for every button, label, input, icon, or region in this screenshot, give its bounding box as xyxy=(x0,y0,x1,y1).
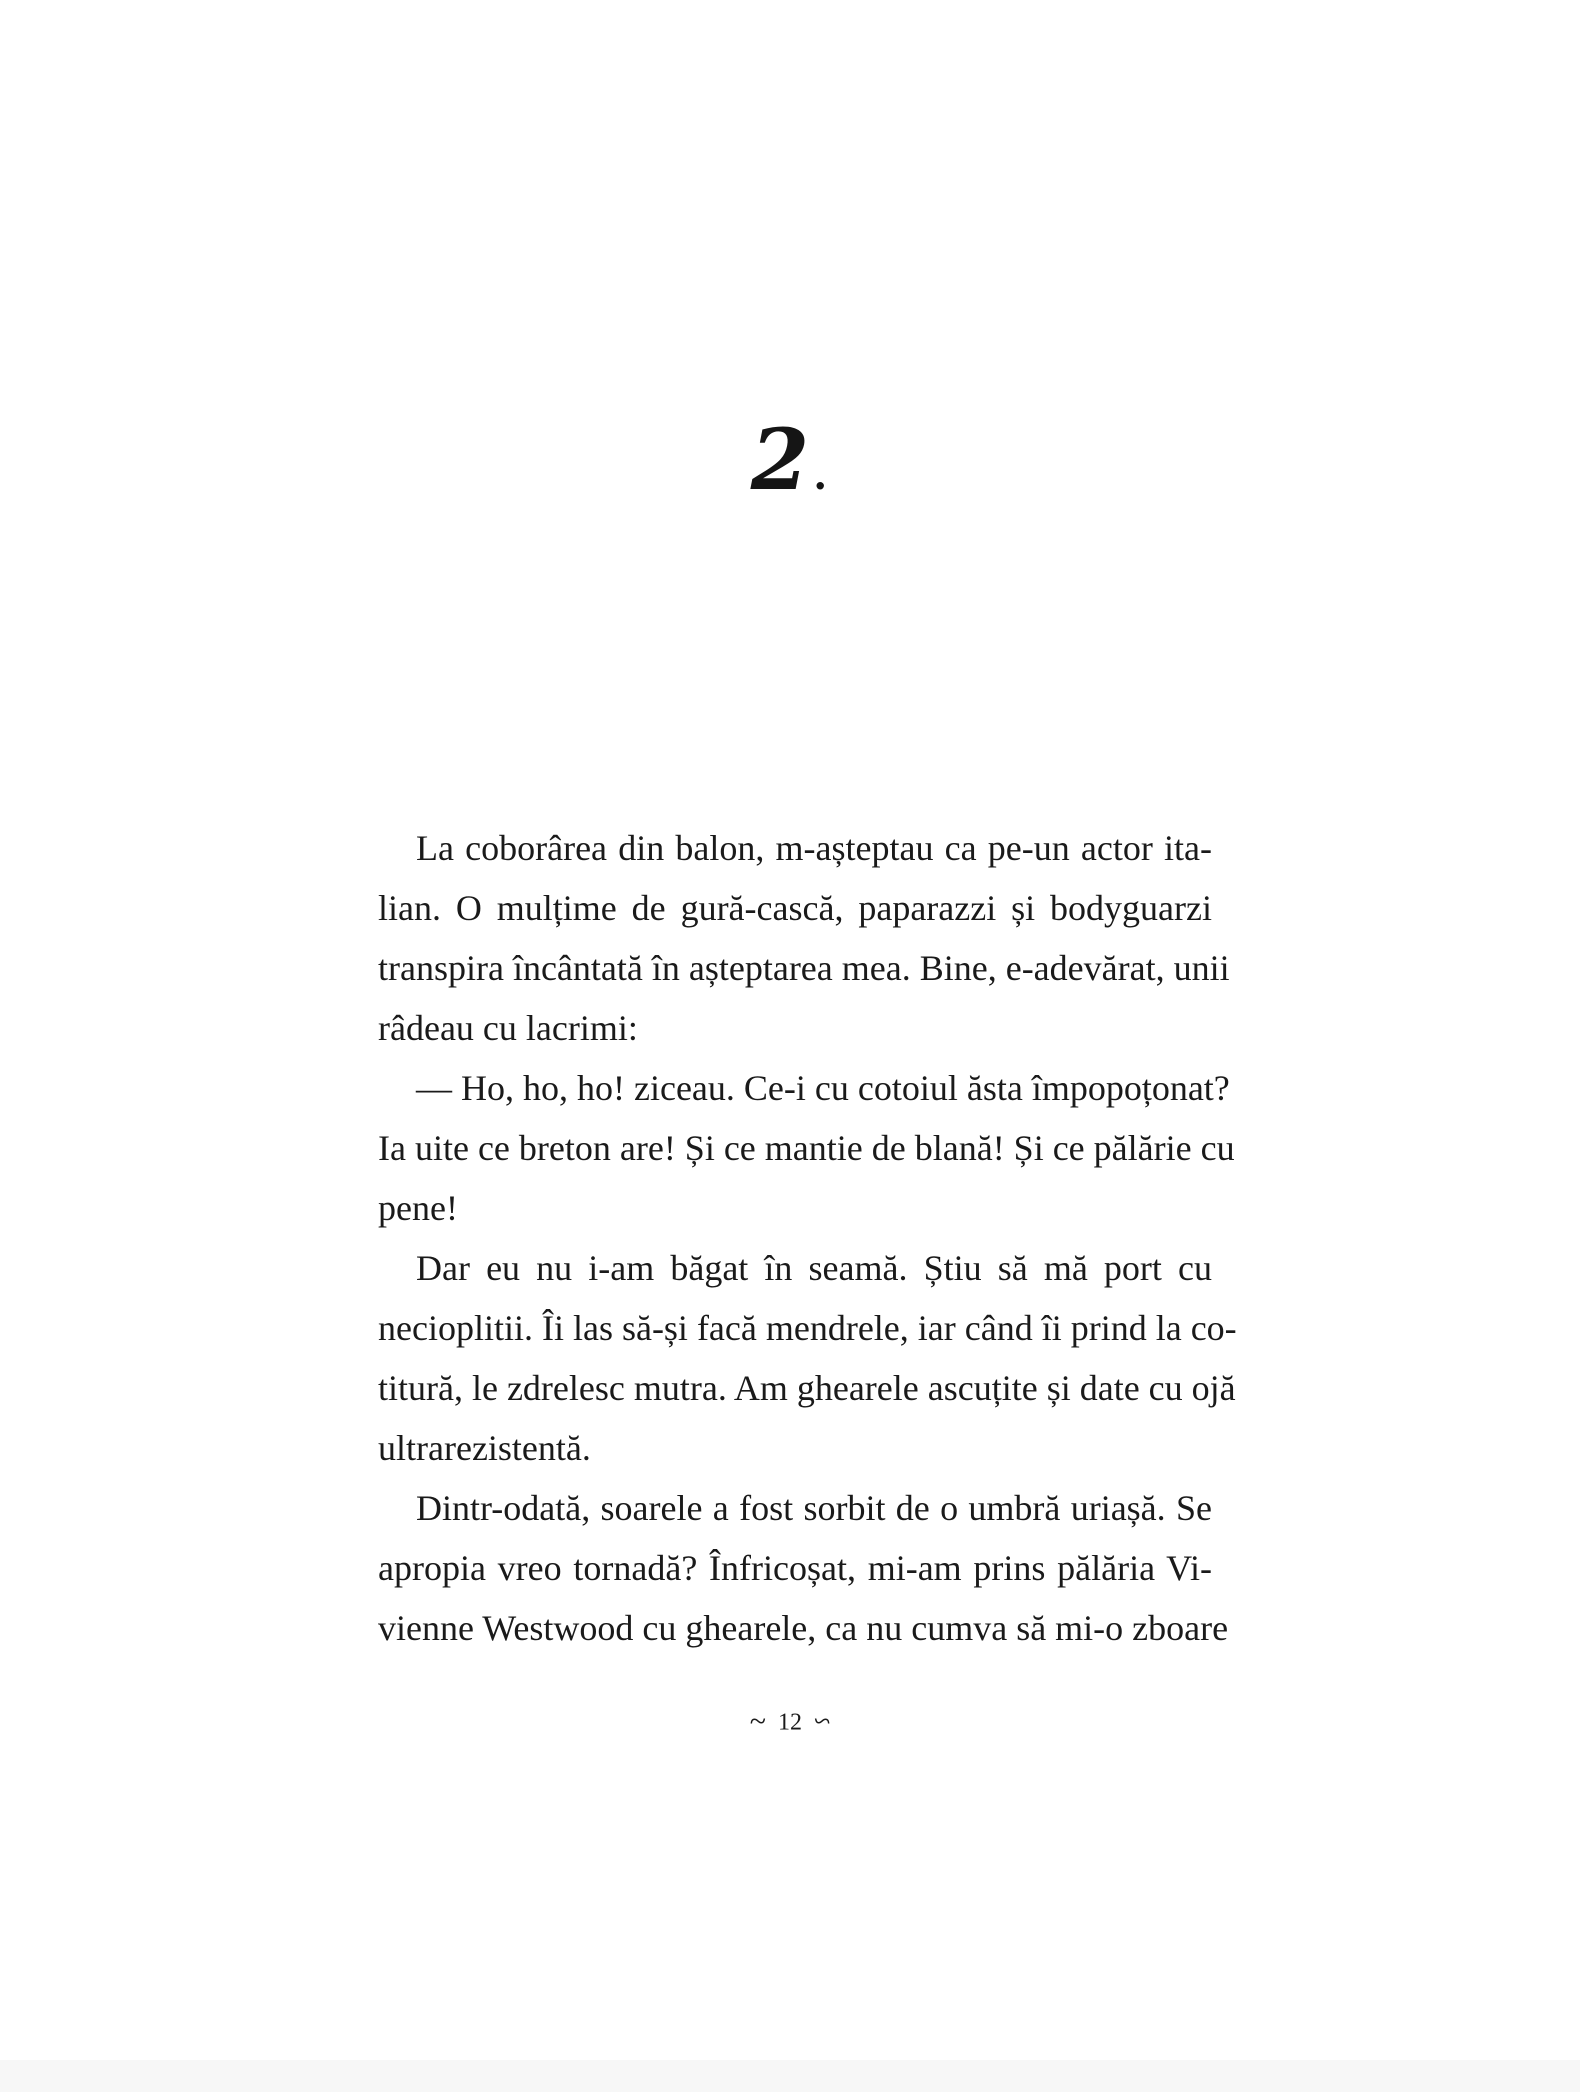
text-line: vienne Westwood cu ghearele, ca nu cumva să mi-o zboare xyxy=(378,1608,1229,1648)
chapter-heading xyxy=(0,410,1580,509)
text-line: apropia vreo tornadă? Înfricoșat, mi-am prins pălăria Vi- xyxy=(378,1548,1212,1588)
text-line: La coborârea din balon, m-așteptau ca pe-un actor ita- xyxy=(416,828,1212,868)
text-line: ultrarezistentă. xyxy=(378,1428,591,1468)
chapter-number: 2 xyxy=(750,410,812,509)
text-line: lian. O mulțime de gură-cască, paparazzi și bodyguarzi xyxy=(378,888,1212,928)
bottom-edge xyxy=(0,2060,1580,2092)
page-number: 12 xyxy=(778,1709,802,1736)
page-folio xyxy=(0,1706,1580,1737)
text-line: Dintr-odată, soarele a fost sorbit de o umbră uriașă. Se xyxy=(416,1488,1212,1528)
text-line: Ia uite ce breton are! Și ce mantie de blană! Și ce pălărie cu xyxy=(378,1128,1235,1168)
chapter-number-dot: . xyxy=(813,452,830,499)
text-line: transpira încântată în așteptarea mea. Bine, e-adevărat, unii xyxy=(378,948,1230,988)
text-line: necioplitii. Îi las să-și facă mendrele, iar când îi prind la co- xyxy=(378,1308,1237,1348)
text-line: titură, le zdrelesc mutra. Am ghearele ascuțite și date cu ojă xyxy=(378,1368,1236,1408)
text-line: pene! xyxy=(378,1188,458,1228)
text-line: râdeau cu lacrimi: xyxy=(378,1008,638,1048)
ornament-right-icon: ~ xyxy=(814,1705,831,1739)
ornament-left-icon: ~ xyxy=(749,1705,766,1739)
text-line: — Ho, ho, ho! ziceau. Ce-i cu cotoiul ăsta împopoțonat? xyxy=(416,1068,1230,1108)
chapter-body-text xyxy=(378,818,1237,1658)
text-line: Dar eu nu i-am băgat în seamă. Știu să mă port cu xyxy=(416,1248,1212,1288)
